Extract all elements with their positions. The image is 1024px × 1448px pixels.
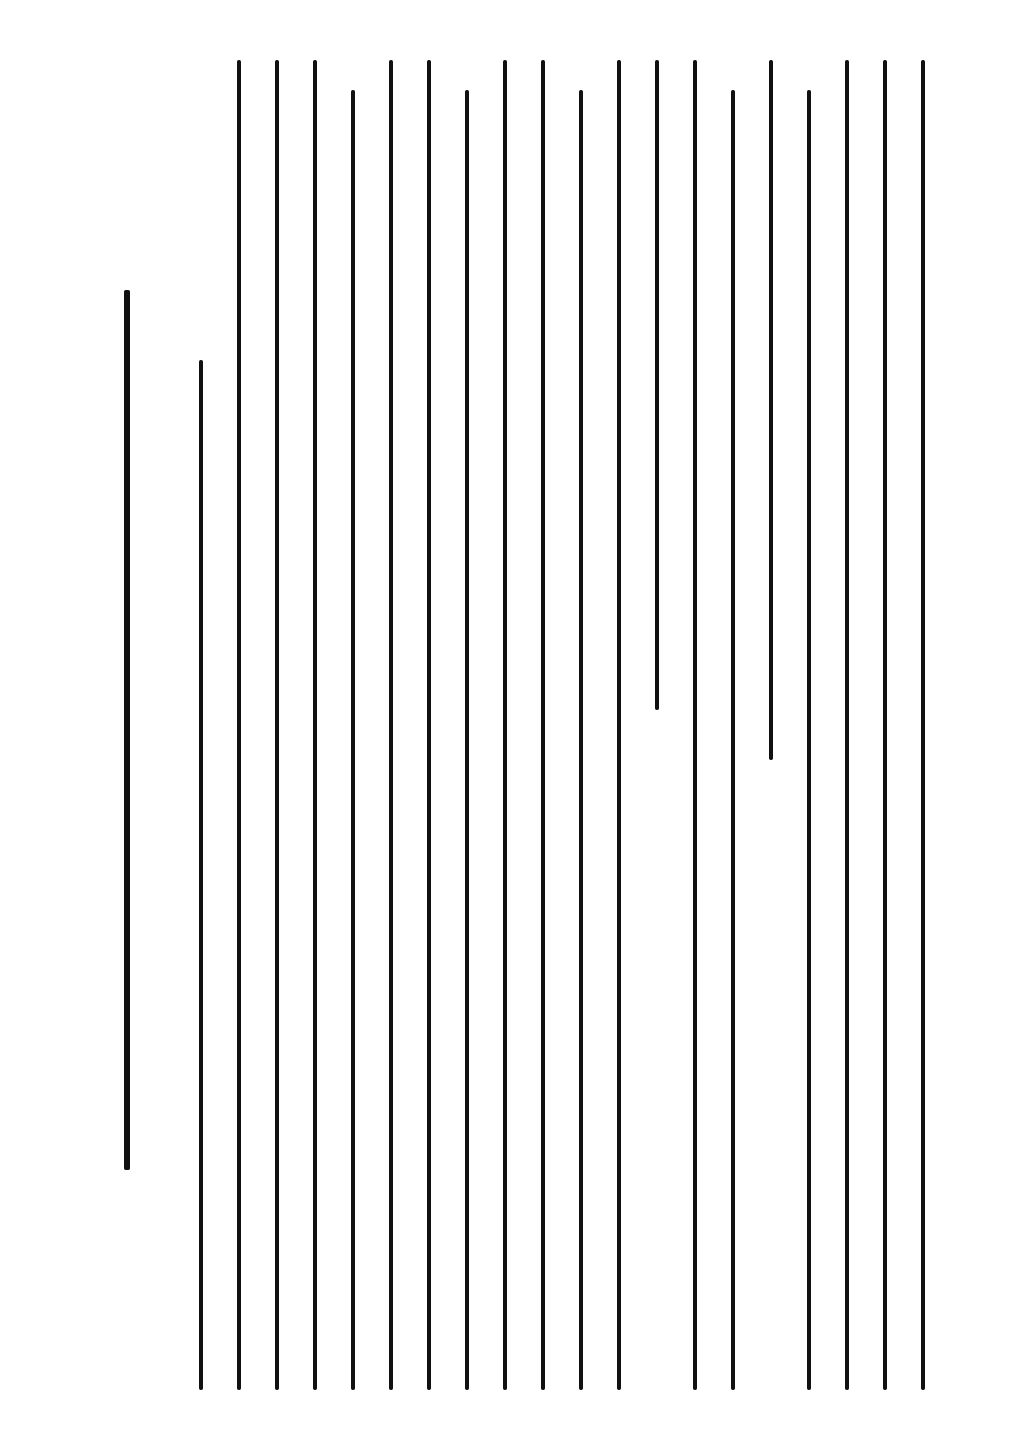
text-column-15 xyxy=(718,90,748,1390)
text-column-1 xyxy=(186,360,216,1390)
page-title xyxy=(112,290,142,1170)
text-column-10 xyxy=(528,60,558,1390)
text-column-19 xyxy=(870,60,900,1390)
text-column-4 xyxy=(300,60,330,1390)
text-column-12 xyxy=(604,60,634,1390)
text-column-13 xyxy=(642,60,672,710)
text-column-6 xyxy=(376,60,406,1390)
text-column-18 xyxy=(832,60,862,1390)
text-column-5 xyxy=(338,90,368,1390)
text-column-2 xyxy=(224,60,254,1390)
text-column-17 xyxy=(794,90,824,1390)
text-column-14 xyxy=(680,60,710,1390)
text-column-8 xyxy=(452,90,482,1390)
text-column-9 xyxy=(490,60,520,1390)
text-column-16 xyxy=(756,60,786,760)
text-column-7 xyxy=(414,60,444,1390)
text-column-11 xyxy=(566,90,596,1390)
text-column-20 xyxy=(908,60,938,1390)
text-column-3 xyxy=(262,60,292,1390)
